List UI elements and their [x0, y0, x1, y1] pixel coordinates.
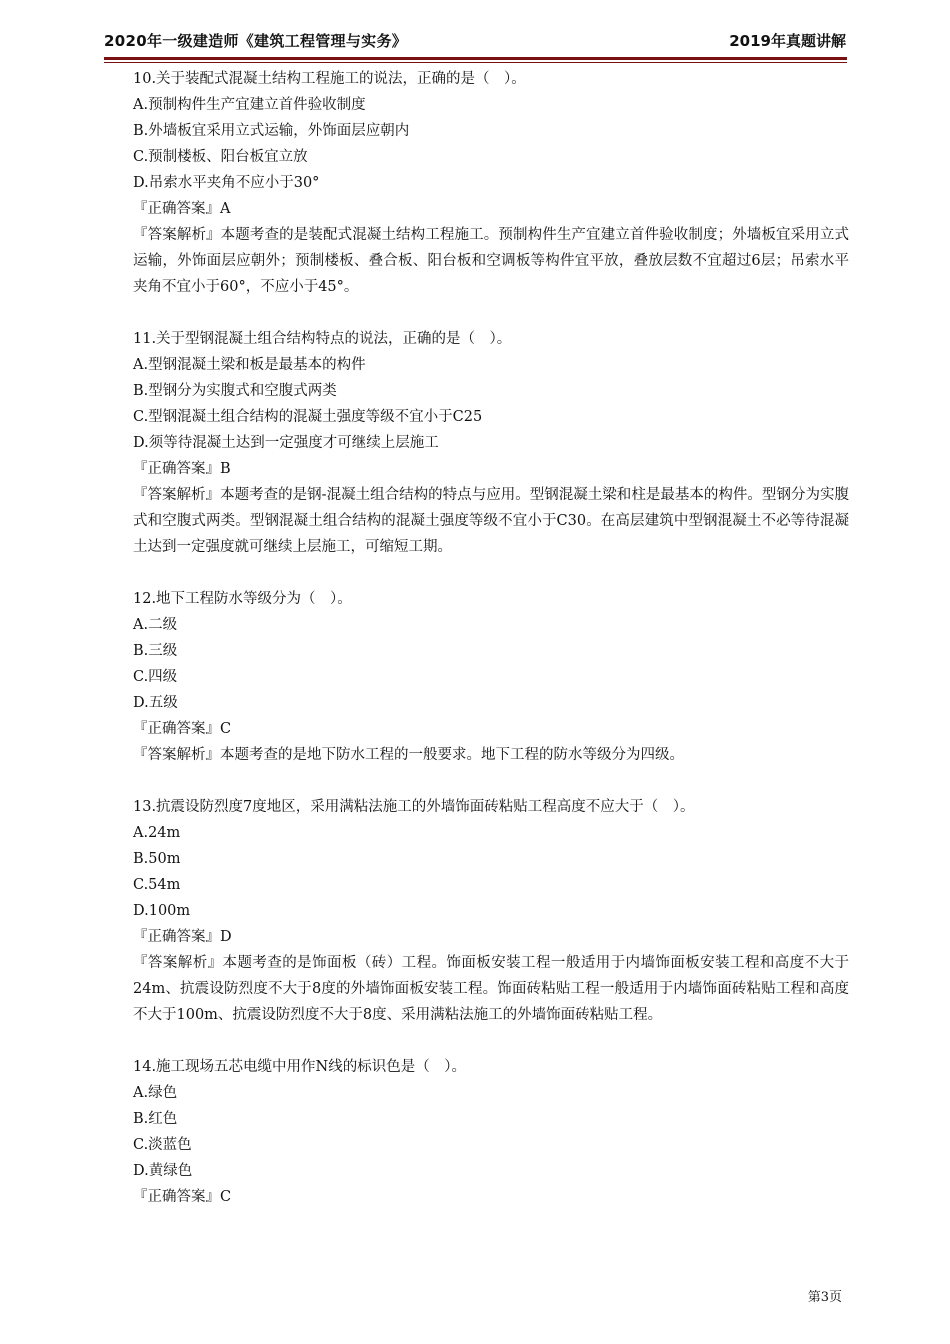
option-c: C.预制楼板、阳台板宜立放: [133, 149, 308, 165]
answer-analysis: 『答案解析』本题考查的是地下防水工程的一般要求。地下工程的防水等级分为四级。: [133, 747, 684, 763]
page-number: 第3页: [807, 1290, 842, 1305]
header-divider-thick: [104, 57, 847, 60]
option-b: B.外墙板宜采用立式运输，外饰面层应朝内: [133, 123, 410, 139]
header-title: 2020年一级建造师《建筑工程管理与实务》: [104, 32, 408, 50]
option-c: C.54m: [133, 877, 181, 893]
question-stem: 10.关于装配式混凝土结构工程施工的说法，正确的是（ ）。: [133, 71, 526, 87]
option-c: C.淡蓝色: [133, 1137, 192, 1153]
option-c: C.型钢混凝土组合结构的混凝土强度等级不宜小于C25: [133, 409, 483, 425]
correct-answer: 『正确答案』C: [133, 721, 232, 737]
correct-answer: 『正确答案』A: [133, 201, 231, 217]
question-stem: 14.施工现场五芯电缆中用作N线的标识色是（ ）。: [133, 1059, 466, 1075]
page-header: [104, 28, 846, 56]
header-subtitle: 2019年真题讲解: [729, 32, 846, 50]
answer-analysis: 『答案解析』本题考查的是装配式混凝土结构工程施工。预制构件生产宜建立首件验收制度；外墙板宜采用立式运输，外饰面层应朝外；预制楼板、叠合板、阳台板和空调板等构件宜平放，叠放层数不宜超过6层；吊索水平夹角不宜小于60°，不应小于45°。: [133, 227, 849, 295]
option-b: B.50m: [133, 851, 181, 867]
option-d: D.吊索水平夹角不应小于30°: [133, 175, 320, 191]
answer-analysis: 『答案解析』本题考查的是饰面板（砖）工程。饰面板安装工程一般适用于内墙饰面板安装工程和高度不大于24m、抗震设防烈度不大于8度的外墙饰面板安装工程。饰面砖粘贴工程一般适用于内墙饰面砖粘贴工程和高度不大于100m、抗震设防烈度不大于8度、采用满粘法施工的外墙饰面砖粘贴工程。: [133, 955, 849, 1023]
option-a: A.24m: [133, 825, 181, 841]
correct-answer: 『正确答案』C: [133, 1189, 232, 1205]
correct-answer: 『正确答案』D: [133, 929, 232, 945]
answer-analysis: 『答案解析』本题考查的是钢-混凝土组合结构的特点与应用。型钢混凝土梁和柱是最基本的构件。型钢分为实腹式和空腹式两类。型钢混凝土组合结构的混凝土强度等级不宜小于C30。在高层建筑中型钢混凝土不必等待混凝土达到一定强度就可继续上层施工，可缩短工期。: [133, 487, 849, 555]
option-d: D.须等待混凝土达到一定强度才可继续上层施工: [133, 435, 439, 451]
correct-answer: 『正确答案』B: [133, 461, 231, 477]
question-stem: 13.抗震设防烈度7度地区，采用满粘法施工的外墙饰面砖粘贴工程高度不应大于（ ）。: [133, 799, 695, 815]
question-stem: 11.关于型钢混凝土组合结构特点的说法，正确的是（ ）。: [133, 331, 512, 347]
question-block: [133, 66, 849, 300]
header-divider-thin: [104, 62, 847, 63]
question-block: [133, 1054, 849, 1210]
option-a: A.预制构件生产宜建立首件验收制度: [133, 97, 366, 113]
option-b: B.型钢分为实腹式和空腹式两类: [133, 383, 337, 399]
option-b: B.三级: [133, 643, 178, 659]
option-a: A.二级: [133, 617, 178, 633]
option-a: A.型钢混凝土梁和板是最基本的构件: [133, 357, 366, 373]
question-block: [133, 326, 849, 560]
option-b: B.红色: [133, 1111, 178, 1127]
option-c: C.四级: [133, 669, 178, 685]
question-block: [133, 586, 849, 768]
question-stem: 12.地下工程防水等级分为（ ）。: [133, 591, 352, 607]
question-block: [133, 794, 849, 1028]
option-d: D.五级: [133, 695, 178, 711]
document-body: [133, 66, 849, 1210]
option-d: D.100m: [133, 903, 191, 919]
option-d: D.黄绿色: [133, 1163, 193, 1179]
option-a: A.绿色: [133, 1085, 178, 1101]
